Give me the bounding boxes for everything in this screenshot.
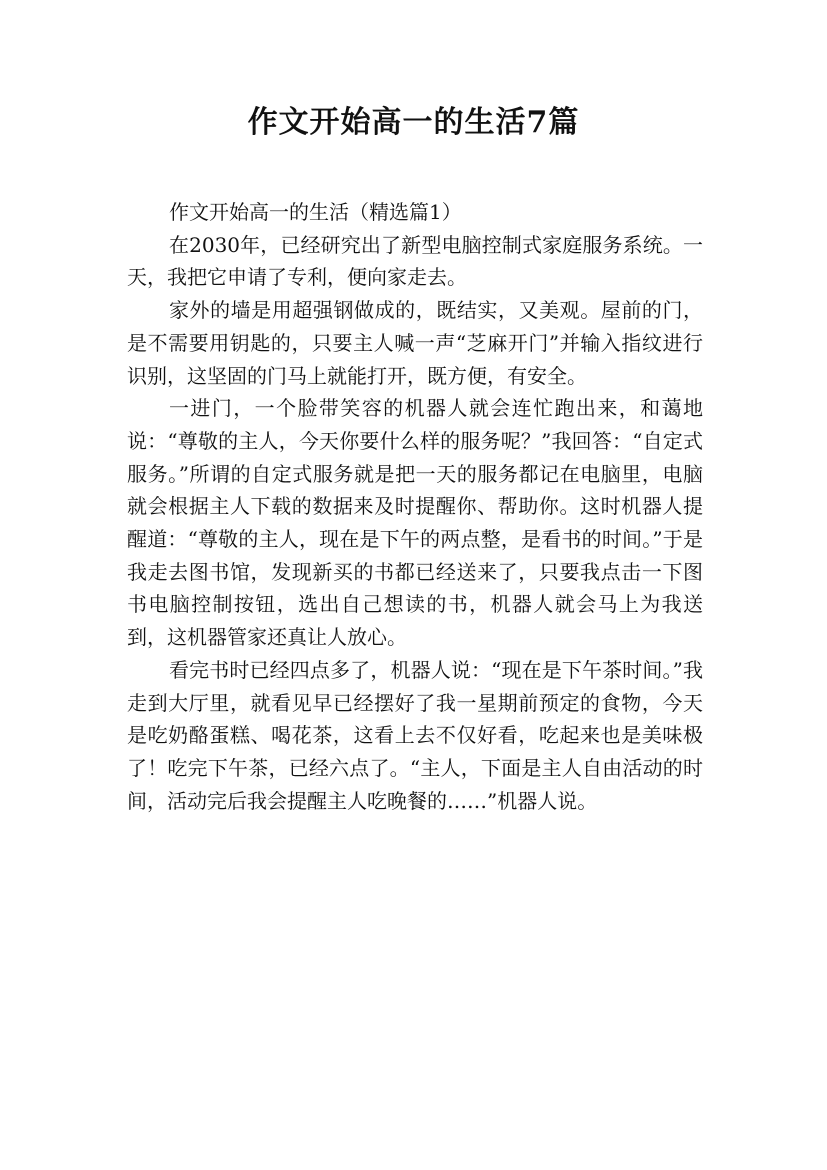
- paragraph-4: 看完书时已经四点多了，机器人说：“现在是下午茶时间。”我走到大厅里，就看见早已经摆好了我一星期前预定的食物，今天是吃奶酪蛋糕、喝花茶，这看上去不仅好看，吃起来也是美味极了！吃完下午茶，已经六点了。“主人，下面是主人自由活动的时间，活动完后我会提醒主人吃晚餐的……”机器人说。: [127, 657, 703, 813]
- section-heading: 作文开始高一的生活（精选篇1）: [169, 200, 462, 224]
- document-body: [127, 196, 703, 817]
- paragraph-2: 家外的墙是用超强钢做成的，既结实，又美观。屋前的门，是不需要用钥匙的，只要主人喊一声“芝麻开门”并输入指纹进行识别，这坚固的门马上就能打开，既方便，有安全。: [127, 298, 703, 388]
- paragraph-1: 在2030年，已经研究出了新型电脑控制式家庭服务系统。一天，我把它申请了专利，便向家走去。: [127, 232, 703, 290]
- document-title: 作文开始高一的生活7篇: [247, 105, 580, 140]
- paragraph-3: 一进门，一个脸带笑容的机器人就会连忙跑出来，和蔼地说：“尊敬的主人，今天你要什么样的服务呢？”我回答：“自定式服务。”所谓的自定式服务就是把一天的服务都记在电脑里，电脑就会根据主人下载的数据来及时提醒你、帮助你。这时机器人提醒道：“尊敬的主人，现在是下午的两点整，是看书的时间。”于是我走去图书馆，发现新买的书都已经送来了，只要我点击一下图书电脑控制按钮，选出自己想读的书，机器人就会马上为我送到，这机器管家还真让人放心。: [127, 396, 703, 650]
